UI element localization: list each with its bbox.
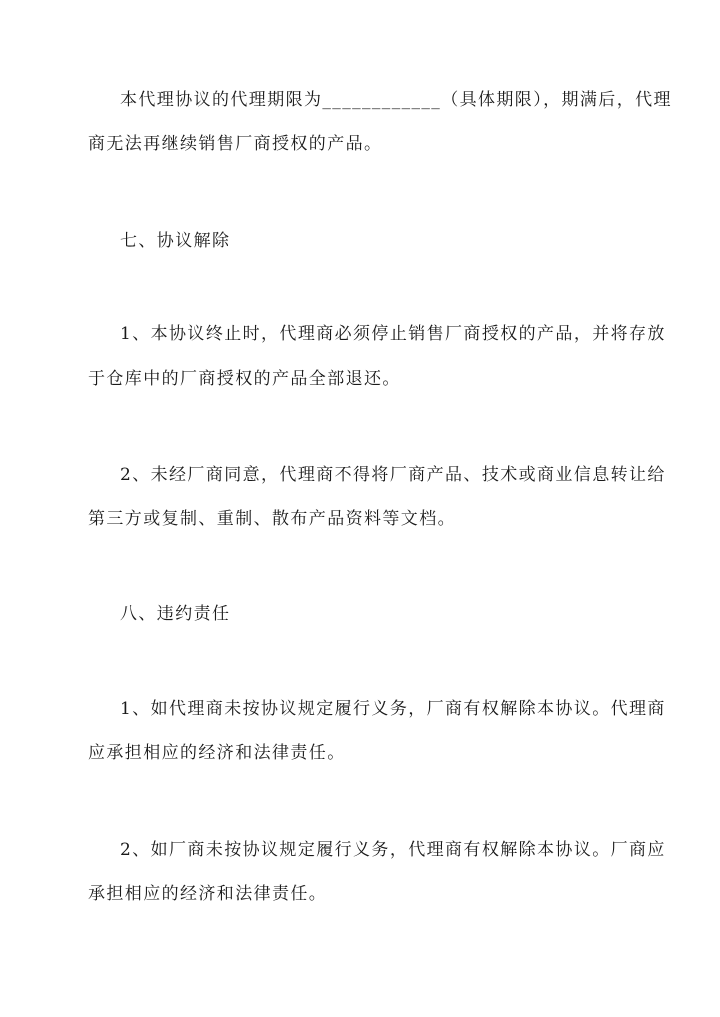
section-7-item-2-line-1: 2、未经厂商同意，代理商不得将厂商产品、技术或商业信息转让给 (120, 465, 666, 485)
term-paragraph-line-2: 商无法再继续销售厂商授权的产品。 (88, 134, 383, 154)
section-8-item-2-line-2: 承担相应的经济和法律责任。 (88, 884, 328, 904)
section-8-item-2-line-1: 2、如厂商未按协议规定履行义务，代理商有权解除本协议。厂商应 (120, 840, 666, 860)
section-7-heading: 七、协议解除 (120, 231, 231, 251)
section-8-heading: 八、违约责任 (120, 604, 231, 624)
section-8-item-1-line-1: 1、如代理商未按协议规定履行义务，厂商有权解除本协议。代理商 (120, 699, 666, 719)
section-7-item-1-line-1: 1、本协议终止时，代理商必须停止销售厂商授权的产品，并将存放 (120, 324, 666, 344)
section-8-item-1-line-2: 应承担相应的经济和法律责任。 (88, 743, 346, 763)
term-paragraph-line-1: 本代理协议的代理期限为____________（具体期限），期满后，代理 (120, 90, 672, 110)
section-7-item-2-line-2: 第三方或复制、重制、散布产品资料等文档。 (88, 509, 456, 529)
section-7-item-1-line-2: 于仓库中的厂商授权的产品全部退还。 (88, 369, 401, 389)
